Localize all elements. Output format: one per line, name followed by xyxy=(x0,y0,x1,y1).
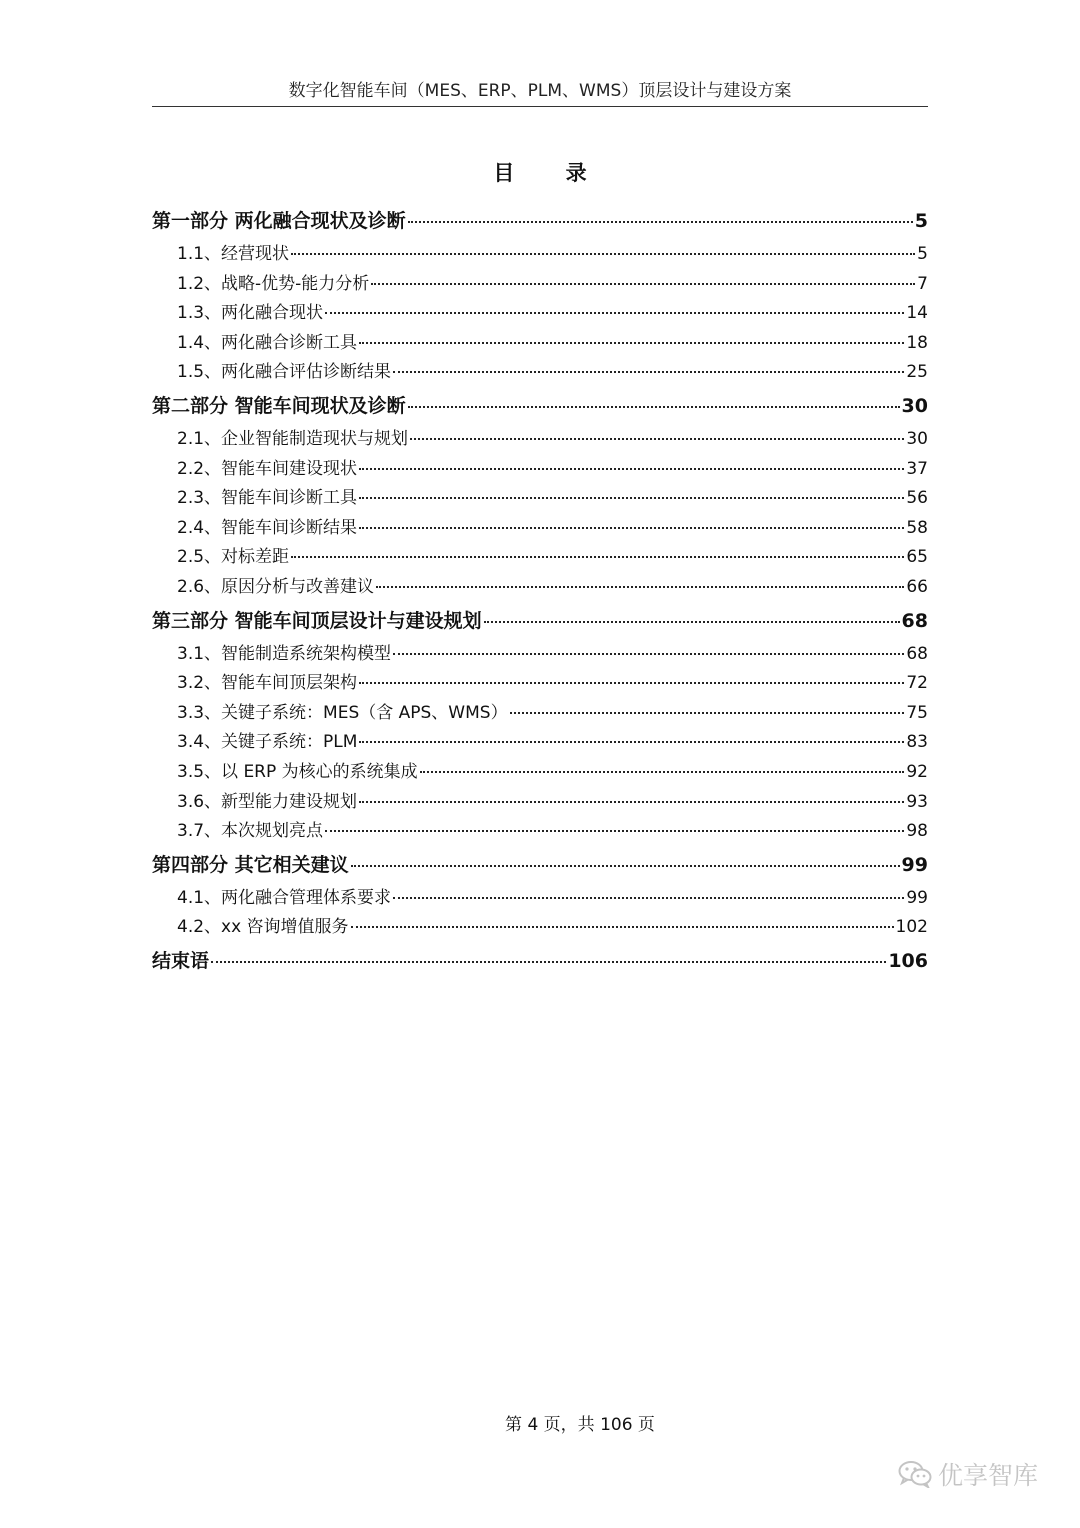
toc-section-entry[interactable] xyxy=(152,817,928,847)
toc-entry-page-number: 30 xyxy=(906,428,928,449)
toc-entry-page-number: 18 xyxy=(906,332,928,353)
wechat-icon xyxy=(898,1460,932,1488)
toc-entry-label: 3.6、新型能力建设规划 xyxy=(177,791,358,812)
toc-part-entry[interactable] xyxy=(152,847,928,884)
toc-section-entry[interactable] xyxy=(152,514,928,544)
toc-section-entry[interactable] xyxy=(152,788,928,818)
toc-entry-page-number: 92 xyxy=(906,761,928,782)
toc-entry-label: 1.5、两化融合评估诊断结果 xyxy=(177,362,392,383)
toc-entry-page-number: 66 xyxy=(906,576,928,597)
toc-title: 目 录 xyxy=(493,161,609,185)
toc-entry-page-number: 14 xyxy=(906,303,928,324)
toc-entry-label: 1.1、经营现状 xyxy=(177,244,290,264)
toc-entry-label: 3.5、以 ERP 为核心的系统集成 xyxy=(177,761,418,782)
header-divider xyxy=(152,106,928,107)
toc-section-entry[interactable] xyxy=(152,573,928,603)
toc-entry-label: 3.3、关键子系统：MES（含 APS、WMS） xyxy=(177,702,508,723)
toc-entry-label: 1.3、两化融合现状 xyxy=(177,303,324,324)
toc-section-entry[interactable] xyxy=(152,358,928,388)
toc-leader-dots xyxy=(359,682,904,684)
toc-leader-dots xyxy=(484,621,900,623)
table-of-contents xyxy=(152,203,928,980)
toc-section-entry[interactable] xyxy=(152,299,928,329)
toc-entry-page-number: 68 xyxy=(906,643,928,664)
toc-entry-label: 2.1、企业智能制造现状与规划 xyxy=(177,428,409,449)
toc-leader-dots xyxy=(359,801,904,803)
toc-leader-dots xyxy=(408,221,913,223)
toc-entry-page-number: 5 xyxy=(917,244,928,264)
toc-entry-label: 2.4、智能车间诊断结果 xyxy=(177,517,358,538)
toc-entry-label: 第一部分 两化融合现状及诊断 xyxy=(152,210,406,232)
toc-entry-label: 3.2、智能车间顶层架构 xyxy=(177,673,358,694)
toc-entry-page-number: 93 xyxy=(906,791,928,812)
toc-section-entry[interactable] xyxy=(152,884,928,914)
toc-section-entry[interactable] xyxy=(152,270,928,300)
toc-leader-dots xyxy=(291,253,915,255)
toc-section-entry[interactable] xyxy=(152,913,928,943)
toc-leader-dots xyxy=(325,830,904,832)
toc-leader-dots xyxy=(351,926,894,928)
toc-leader-dots xyxy=(410,438,904,440)
toc-leader-dots xyxy=(359,468,904,470)
toc-entry-page-number: 75 xyxy=(906,702,928,723)
toc-section-entry[interactable] xyxy=(152,728,928,758)
toc-entry-page-number: 30 xyxy=(901,394,928,417)
toc-entry-page-number: 106 xyxy=(888,949,928,972)
toc-leader-dots xyxy=(359,741,904,743)
toc-entry-page-number: 7 xyxy=(917,273,928,294)
toc-entry-label: 第二部分 智能车间现状及诊断 xyxy=(152,394,406,417)
toc-entry-label: 4.1、两化融合管理体系要求 xyxy=(177,887,392,908)
toc-leader-dots xyxy=(351,865,900,867)
toc-part-entry[interactable] xyxy=(152,388,928,425)
toc-leader-dots xyxy=(393,653,904,655)
toc-entry-page-number: 56 xyxy=(906,488,928,509)
toc-leader-dots xyxy=(393,897,904,899)
toc-part-entry[interactable] xyxy=(152,943,928,980)
toc-leader-dots xyxy=(291,556,904,558)
toc-leader-dots xyxy=(359,497,904,499)
toc-leader-dots xyxy=(376,586,904,588)
toc-entry-page-number: 65 xyxy=(906,547,928,568)
toc-entry-label: 2.2、智能车间建设现状 xyxy=(177,458,358,479)
toc-section-entry[interactable] xyxy=(152,329,928,359)
toc-section-entry[interactable] xyxy=(152,240,928,270)
toc-entry-label: 2.5、对标差距 xyxy=(177,547,290,568)
toc-entry-label: 3.1、智能制造系统架构模型 xyxy=(177,643,392,664)
toc-section-entry[interactable] xyxy=(152,640,928,670)
toc-entry-label: 2.3、智能车间诊断工具 xyxy=(177,488,358,509)
toc-entry-page-number: 102 xyxy=(895,917,928,938)
toc-entry-page-number: 5 xyxy=(914,210,928,232)
toc-section-entry[interactable] xyxy=(152,425,928,455)
toc-leader-dots xyxy=(408,406,900,408)
toc-part-entry[interactable] xyxy=(152,203,928,240)
toc-leader-dots xyxy=(211,961,886,963)
toc-section-entry[interactable] xyxy=(152,699,928,729)
toc-entry-label: 2.6、原因分析与改善建议 xyxy=(177,576,375,597)
toc-leader-dots xyxy=(510,712,905,714)
toc-leader-dots xyxy=(359,527,904,529)
toc-entry-label: 4.2、xx 咨询增值服务 xyxy=(177,917,349,938)
toc-entry-page-number: 99 xyxy=(901,853,928,876)
watermark xyxy=(898,1454,1038,1494)
toc-entry-page-number: 83 xyxy=(906,732,928,753)
toc-section-entry[interactable] xyxy=(152,543,928,573)
toc-entry-page-number: 37 xyxy=(906,458,928,479)
toc-leader-dots xyxy=(420,771,905,773)
toc-entry-page-number: 98 xyxy=(906,821,928,842)
toc-entry-page-number: 68 xyxy=(901,609,928,632)
page-header-title: 数字化智能车间（MES、ERP、PLM、WMS）顶层设计与建设方案 xyxy=(288,81,792,101)
toc-part-entry[interactable] xyxy=(152,603,928,640)
toc-entry-label: 1.4、两化融合诊断工具 xyxy=(177,332,358,353)
toc-section-entry[interactable] xyxy=(152,455,928,485)
watermark-text: 优享智库 xyxy=(938,1461,1039,1490)
page-footer: 第 4 页，共 106 页 xyxy=(505,1415,655,1435)
toc-section-entry[interactable] xyxy=(152,669,928,699)
toc-entry-page-number: 58 xyxy=(906,517,928,538)
toc-entry-label: 3.7、本次规划亮点 xyxy=(177,821,324,842)
toc-entry-page-number: 99 xyxy=(906,887,928,908)
toc-entry-label: 结束语 xyxy=(152,949,210,972)
toc-leader-dots xyxy=(393,371,904,373)
toc-entry-page-number: 25 xyxy=(906,362,928,383)
toc-leader-dots xyxy=(371,283,915,285)
toc-entry-label: 1.2、战略-优势-能力分析 xyxy=(177,273,370,294)
toc-entry-label: 第四部分 其它相关建议 xyxy=(152,853,349,876)
toc-section-entry[interactable] xyxy=(152,484,928,514)
toc-entry-label: 第三部分 智能车间顶层设计与建设规划 xyxy=(152,609,482,632)
toc-entry-label: 3.4、关键子系统：PLM xyxy=(177,732,358,753)
toc-leader-dots xyxy=(359,342,904,344)
toc-section-entry[interactable] xyxy=(152,758,928,788)
toc-leader-dots xyxy=(325,312,904,314)
toc-entry-page-number: 72 xyxy=(906,673,928,694)
